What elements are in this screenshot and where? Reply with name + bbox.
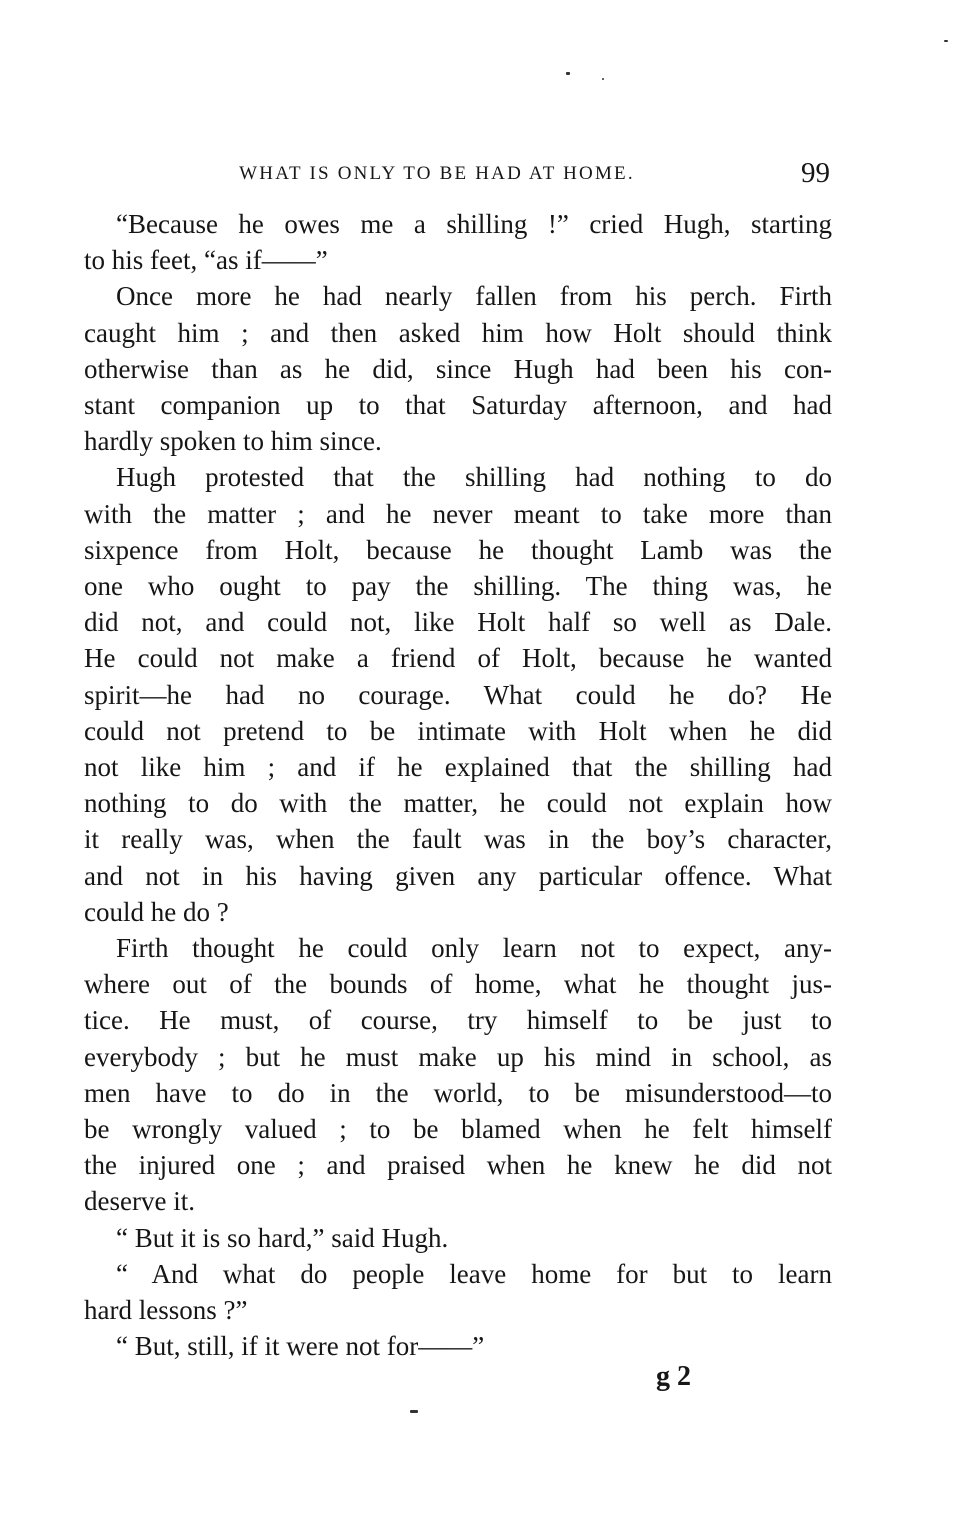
text-line: tice. He must, of course, try himself to be just to bbox=[84, 1005, 832, 1036]
scan-speck bbox=[410, 1410, 418, 1413]
text-line: Firth thought he could only learn not to expect, any- bbox=[116, 933, 832, 964]
text-line: “Because he owes me a shilling !” cried Hugh, starting bbox=[116, 209, 832, 239]
text-line: did not, and could not, like Holt half so well as Dale. bbox=[84, 607, 832, 638]
text-line: it really was, when the fault was in the boy’s character, bbox=[84, 824, 832, 855]
text-line: with the matter ; and he never meant to take more than bbox=[84, 498, 832, 529]
text-line: not like him ; and if he explained that the shilling had bbox=[84, 752, 832, 783]
text-line: one who ought to pay the shilling. The thing was, he bbox=[84, 571, 832, 602]
scan-speck bbox=[944, 40, 948, 42]
text-line: stant companion up to that Saturday afternoon, and had bbox=[84, 390, 832, 421]
text-line: and not in his having given any particular offence. What bbox=[84, 860, 832, 891]
text-line: where out of the bounds of home, what he thought jus- bbox=[84, 969, 832, 1000]
text-line: be wrongly valued ; to be blamed when he felt himself bbox=[84, 1114, 832, 1145]
text-line: “ And what do people leave home for but to learn bbox=[116, 1258, 832, 1289]
running-title: WHAT IS ONLY TO BE HAD AT HOME. bbox=[239, 163, 635, 184]
text-line: deserve it. bbox=[84, 1186, 195, 1217]
page-number: 99 bbox=[801, 157, 830, 189]
text-line: sixpence from Holt, because he thought Lamb was the bbox=[84, 534, 832, 565]
signature-mark: g 2 bbox=[656, 1361, 691, 1392]
text-line: could not pretend to be intimate with Holt when he did bbox=[84, 715, 832, 746]
text-line: otherwise than as he did, since Hugh had been his con- bbox=[84, 353, 832, 384]
scan-speck bbox=[566, 72, 570, 75]
text-line: everybody ; but he must make up his mind in school, as bbox=[84, 1041, 832, 1072]
text-line: nothing to do with the matter, he could not explain how bbox=[84, 788, 832, 819]
text-line: hardly spoken to him since. bbox=[84, 426, 382, 457]
body-text bbox=[84, 206, 832, 1365]
running-head bbox=[84, 157, 832, 191]
text-line: He could not make a friend of Holt, because he wanted bbox=[84, 643, 832, 674]
text-line: “ But it is so hard,” said Hugh. bbox=[116, 1222, 449, 1253]
text-line: to his feet, “as if——” bbox=[84, 245, 328, 276]
text-line: Once more he had nearly fallen from his perch. Firth bbox=[116, 281, 832, 312]
scan-speck bbox=[602, 78, 604, 80]
text-line: caught him ; and then asked him how Holt should think bbox=[84, 317, 832, 348]
text-line: could he do ? bbox=[84, 896, 229, 927]
text-line: spirit—he had no courage. What could he do? He bbox=[84, 679, 832, 710]
text-line: “ But, still, if it were not for——” bbox=[116, 1331, 485, 1362]
text-line: hard lessons ?” bbox=[84, 1295, 248, 1326]
text-line: Hugh protested that the shilling had nothing to do bbox=[116, 462, 832, 493]
text-line: men have to do in the world, to be misunderstood—to bbox=[84, 1077, 832, 1108]
text-line: the injured one ; and praised when he knew he did not bbox=[84, 1150, 832, 1181]
